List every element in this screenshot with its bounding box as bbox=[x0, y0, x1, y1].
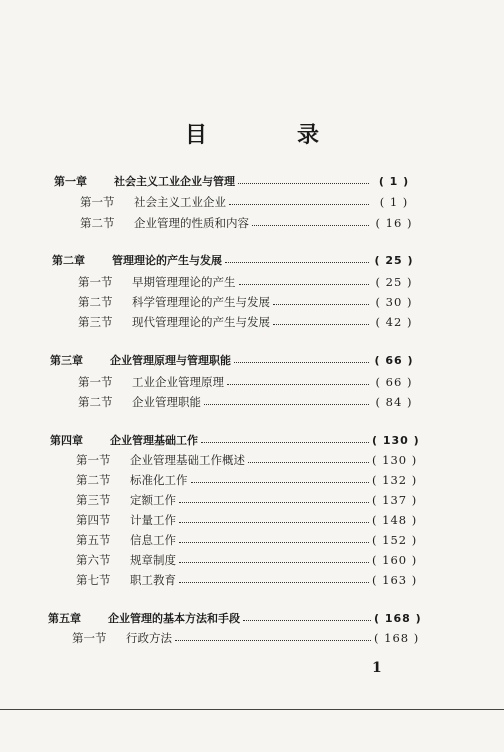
dot-leader bbox=[179, 521, 369, 523]
dot-leader bbox=[179, 561, 369, 563]
toc-section bbox=[76, 531, 416, 549]
section-number: 第一节 bbox=[80, 195, 115, 209]
page-number: ( 148 ) bbox=[372, 513, 418, 527]
toc-section bbox=[72, 629, 418, 647]
chapter-title: 企业管理的基本方法和手段 bbox=[108, 612, 240, 625]
toc-section bbox=[78, 273, 416, 291]
page-number: ( 130 ) bbox=[372, 453, 418, 467]
page-number: ( 25 ) bbox=[374, 253, 414, 267]
section-number: 第一节 bbox=[78, 275, 113, 289]
section-title: 科学管理理论的产生与发展 bbox=[132, 295, 270, 309]
toc-section bbox=[76, 491, 416, 509]
page-number: ( 168 ) bbox=[374, 631, 420, 645]
section-title: 职工教育 bbox=[130, 573, 176, 587]
section-title: 信息工作 bbox=[130, 533, 176, 547]
chapter-number: 第一章 bbox=[54, 175, 87, 188]
page-folio-number: 1 bbox=[372, 660, 382, 676]
chapter-number: 第五章 bbox=[48, 612, 81, 625]
toc-section bbox=[80, 193, 416, 211]
section-title: 企业管理的性质和内容 bbox=[134, 216, 249, 230]
section-number: 第七节 bbox=[76, 573, 111, 587]
dot-leader bbox=[252, 224, 369, 226]
section-number: 第六节 bbox=[76, 553, 111, 567]
dot-leader bbox=[179, 501, 369, 503]
toc-section bbox=[78, 293, 416, 311]
dot-leader bbox=[234, 361, 369, 363]
dot-leader bbox=[239, 283, 370, 285]
page-number: ( 130 ) bbox=[372, 433, 420, 447]
toc-section bbox=[76, 471, 416, 489]
section-number: 第二节 bbox=[76, 473, 111, 487]
page-title: 目 录 bbox=[184, 123, 353, 148]
dot-leader bbox=[179, 541, 369, 543]
section-number: 第二节 bbox=[78, 295, 113, 309]
chapter-title: 管理理论的产生与发展 bbox=[112, 254, 222, 267]
chapter-number: 第三章 bbox=[50, 354, 83, 367]
section-title: 早期管理理论的产生 bbox=[132, 275, 236, 289]
chapter-number: 第四章 bbox=[50, 434, 83, 447]
section-number: 第五节 bbox=[76, 533, 111, 547]
page-number: ( 168 ) bbox=[374, 611, 422, 625]
dot-leader bbox=[201, 441, 369, 443]
dot-leader bbox=[179, 581, 369, 583]
page-number: ( 30 ) bbox=[375, 295, 413, 309]
dot-leader bbox=[273, 323, 369, 325]
dot-leader bbox=[248, 461, 369, 463]
page-number: ( 66 ) bbox=[374, 353, 414, 367]
page-number: ( 66 ) bbox=[375, 375, 413, 389]
section-title: 工业企业管理原理 bbox=[132, 375, 224, 389]
page-number: ( 1 ) bbox=[378, 174, 410, 188]
section-title: 定额工作 bbox=[130, 493, 176, 507]
section-number: 第三节 bbox=[78, 315, 113, 329]
section-title: 规章制度 bbox=[130, 553, 176, 567]
toc-chapter-4 bbox=[50, 431, 420, 449]
section-number: 第三节 bbox=[76, 493, 111, 507]
bottom-rule bbox=[0, 709, 504, 710]
toc-chapter-2 bbox=[52, 251, 416, 269]
section-number: 第一节 bbox=[76, 453, 111, 467]
page-number: ( 25 ) bbox=[375, 275, 413, 289]
dot-leader bbox=[229, 203, 369, 205]
dot-leader bbox=[175, 639, 371, 641]
dot-leader bbox=[238, 182, 369, 184]
dot-leader bbox=[191, 481, 370, 483]
section-number: 第二节 bbox=[80, 216, 115, 230]
section-number: 第一节 bbox=[72, 631, 107, 645]
section-title: 标准化工作 bbox=[130, 473, 188, 487]
page-number: ( 42 ) bbox=[375, 315, 413, 329]
toc-section bbox=[76, 551, 416, 569]
toc-section bbox=[78, 313, 416, 331]
chapter-number: 第二章 bbox=[52, 254, 85, 267]
chapter-title: 企业管理原理与管理职能 bbox=[110, 354, 231, 367]
section-title: 企业管理职能 bbox=[132, 395, 201, 409]
toc-chapter-3 bbox=[50, 351, 416, 369]
section-title: 现代管理理论的产生与发展 bbox=[132, 315, 270, 329]
section-title: 企业管理基础工作概述 bbox=[130, 453, 245, 467]
section-title: 社会主义工业企业 bbox=[134, 195, 226, 209]
toc-section bbox=[76, 571, 416, 589]
chapter-title: 企业管理基础工作 bbox=[110, 434, 198, 447]
section-title: 计量工作 bbox=[130, 513, 176, 527]
section-number: 第一节 bbox=[78, 375, 113, 389]
page-number: ( 137 ) bbox=[372, 493, 418, 507]
section-number: 第二节 bbox=[78, 395, 113, 409]
dot-leader bbox=[225, 261, 369, 263]
dot-leader bbox=[273, 303, 369, 305]
dot-leader bbox=[204, 403, 369, 405]
toc-section bbox=[76, 511, 416, 529]
page-number: ( 84 ) bbox=[375, 395, 413, 409]
dot-leader bbox=[227, 383, 369, 385]
page-number: ( 160 ) bbox=[372, 553, 418, 567]
toc-chapter-1 bbox=[54, 172, 416, 190]
toc-chapter-5 bbox=[48, 609, 422, 627]
page-number: ( 16 ) bbox=[375, 216, 413, 230]
chapter-title: 社会主义工业企业与管理 bbox=[114, 175, 235, 188]
toc-section bbox=[78, 373, 416, 391]
toc-section bbox=[76, 451, 416, 469]
section-title: 行政方法 bbox=[126, 631, 172, 645]
section-number: 第四节 bbox=[76, 513, 111, 527]
dot-leader bbox=[243, 619, 371, 621]
page-number: ( 1 ) bbox=[379, 195, 409, 209]
toc-section bbox=[80, 214, 416, 232]
page-number: ( 132 ) bbox=[372, 473, 418, 487]
page-number: ( 152 ) bbox=[372, 533, 418, 547]
toc-section bbox=[78, 393, 416, 411]
page-number: ( 163 ) bbox=[372, 573, 418, 587]
